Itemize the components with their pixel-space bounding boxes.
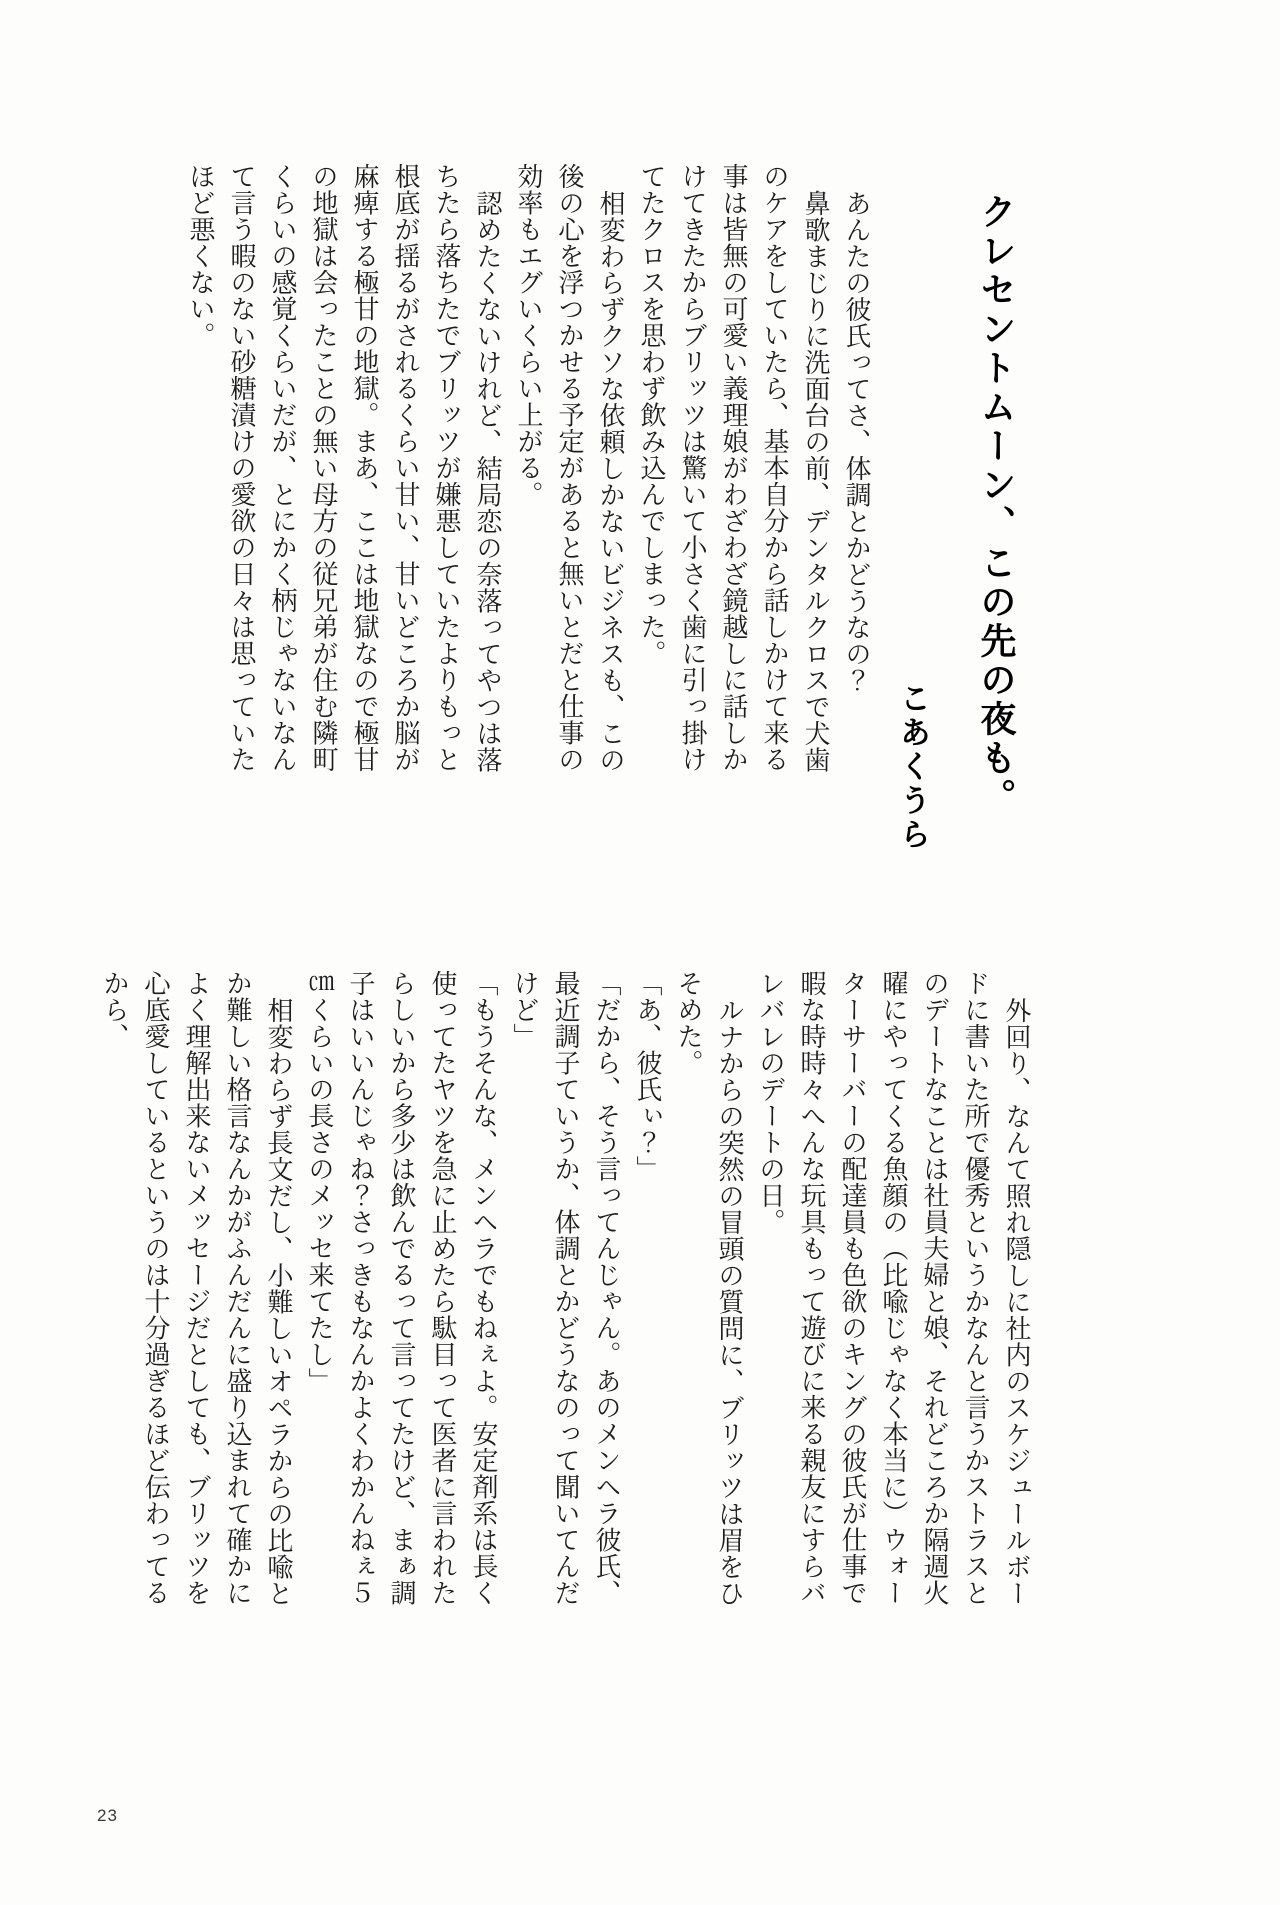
paragraph: あんたの彼氏ってさ、体調とかどうなの？ [842,190,871,694]
paragraph: 相変わらず長文だし、小難しいオペラからの比喩とか難しい格言なんかがふんだんに盛り込まれて確かによく理解出来ないメッセージだとしても、ブリッツを心底愛しているというのは十分過ぎるほど伝わってるから、 [100,970,293,1607]
paragraph-dialogue: 「もうそんな、メンヘラでもねぇよ。安定剤系は長く使ってたヤツを急に止めたら駄目って医者に言われたらしいから多少は飲んでるって言ってたけど、まぁ調子はいいんじゃね？さっきもなんかよくわかんねぇ５㎝くらいの長さのメッセ来てたし」 [305,970,498,1606]
paragraph-dialogue: 「だから、そう言ってんじゃん。あのメンヘラ彼氏、最近調子ていうか、体調とかどうなのって聞いてんだけど」 [510,970,621,1606]
text-block-top [180,163,877,783]
paragraph: ルナからの突然の冒頭の質問に、ブリッツは眉をひそめた。 [674,970,744,1607]
author-name: こあくうら [895,682,930,852]
paragraph: 鼻歌まじりに洗面台の前、デンタルクロスで犬歯のケアをしていたら、基本自分から話しかけて来る事は皆無の可愛い義理娘がわざわざ鏡越しに話しかけてきたからブリッツは驚いて小さく歯に引っ掛けてたクロスを思わず飲み込んでしまった。 [637,163,830,773]
paragraph: 相変わらずクソな依頼しかないビジネスも、この後の心を浮つかせる予定があると無いとだと仕事の効率もエグいくらい上がる。 [514,163,625,773]
page-number: 23 [97,1806,118,1825]
story-title: クレセントムーン、この先の夜も。 [976,193,1016,817]
paragraph-dialogue: 「あ、彼氏ぃ？」 [633,970,662,1182]
paragraph: 外回り、なんて照れ隠しに社内のスケジュールボードに書いた所で優秀というかなんと言うかストラスとのデートなことは社員夫婦と娘、それどころか隔週火曜にやってくる魚顔の（比喩じゃなく本当に）ウォーターサーバーの配達員も色欲のキングの彼氏が仕事で暇な時時々へんな玩具もって遊びに来る親友にすらバレバレのデートの日。 [756,970,1031,1607]
text-block-bottom [94,970,1037,1628]
paragraph: 認めたくないけれど、結局恋の奈落ってやつは落ちたら落ちたでブリッツが嫌悪していたよりもっと根底が揺るがされるくらい甘い、甘いどころか脳が麻痺する極甘の地獄。まあ、ここは地獄なので極甘の地獄は会ったことの無い母方の従兄弟が住む隣町くらいの感覚くらいだが、とにかく柄じゃないなんて言う暇のない砂糖漬けの愛欲の日々は思っていたほど悪くない。 [186,163,502,773]
